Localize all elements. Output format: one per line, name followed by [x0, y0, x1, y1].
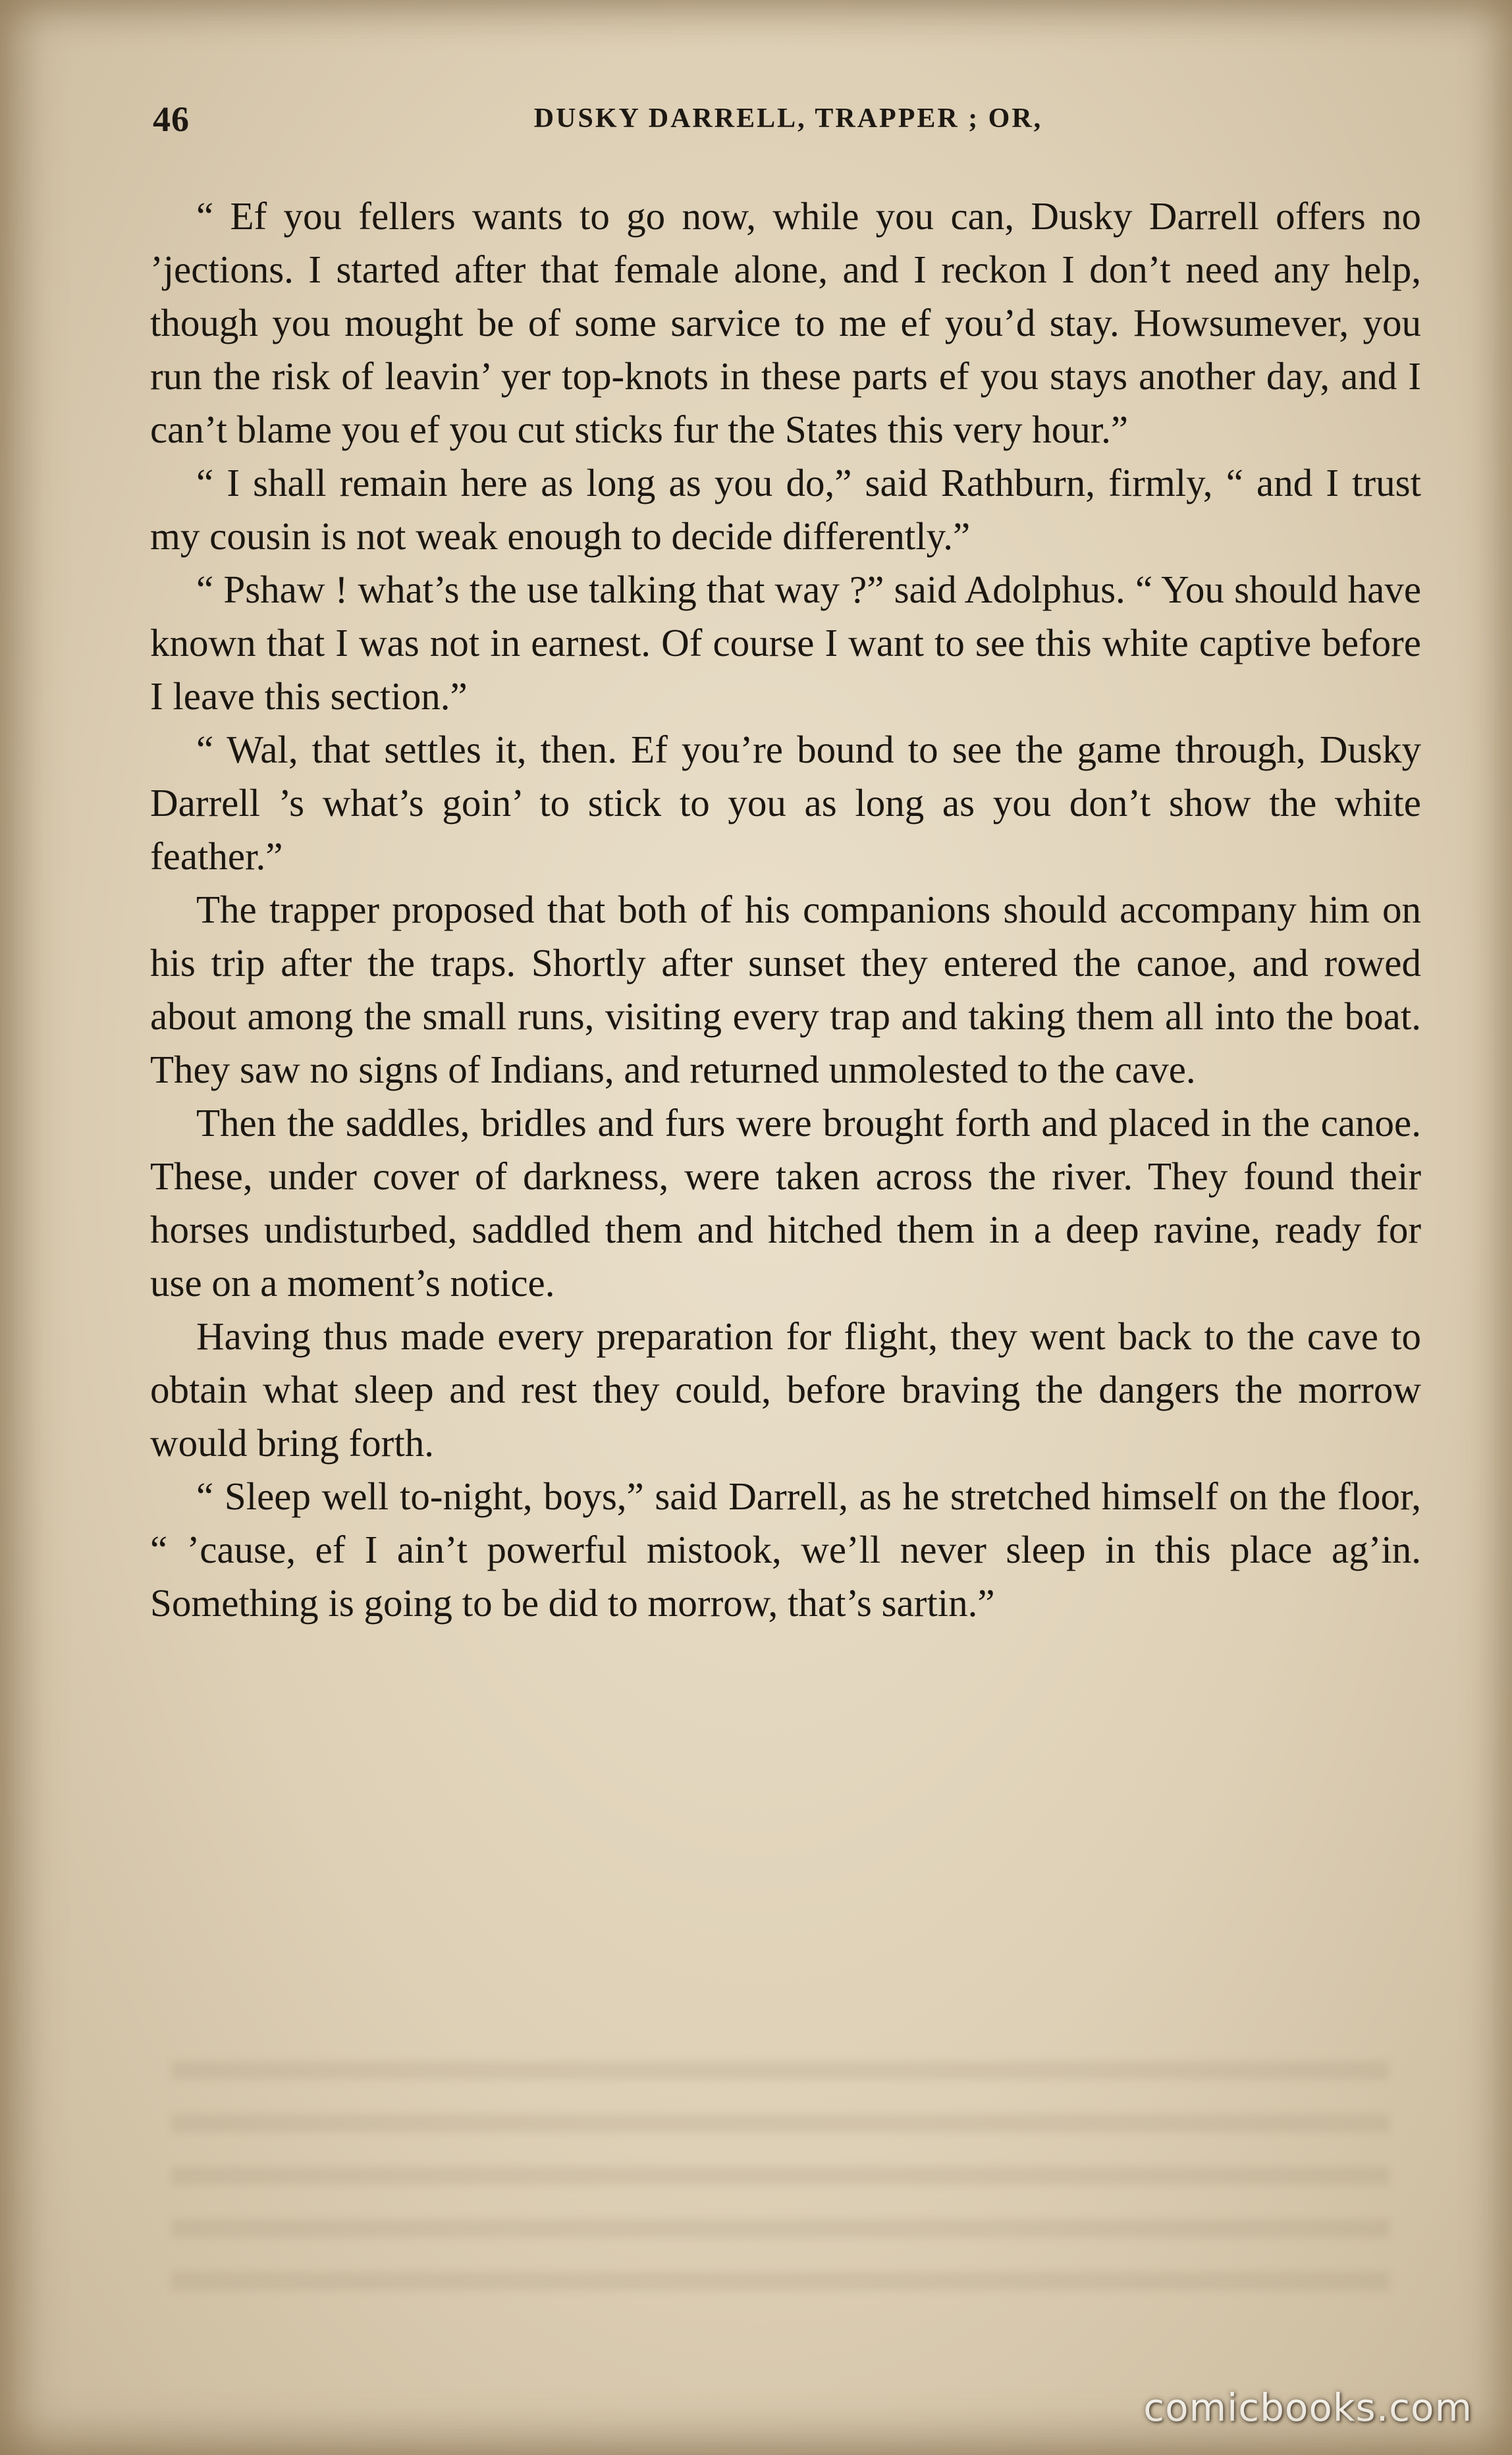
- paragraph: “ Wal, that settles it, then. Ef you’re bound to see the game through, Dusky Darrell ’s what’s goin’ to stick to you as long as you don’t show the white feather.”: [150, 728, 1421, 878]
- show-through-line: [171, 2219, 1390, 2238]
- paragraph: “ Ef you fellers wants to go now, while you can, Dusky Darrell offers no ’jections. I started after that female alone, and I reckon I don’t need any help, though you mought be of some sarvice to me ef you’d stay. Howsumever, you run the risk of leavin’ yer top-knots in these parts ef you stays another day, and I can’t blame you ef you cut sticks fur the States this very hour.”: [150, 194, 1421, 451]
- paragraph: The trapper proposed that both of his companions should accompany him on his trip after the traps. Shortly after sunset they entered the canoe, and rowed about among the small runs, visiting every trap and taking them all into the boat. They saw no signs of Indians, and returned unmolested to the cave.: [150, 888, 1421, 1091]
- paragraph: Then the saddles, bridles and furs were brought forth and placed in the canoe. These, under cover of darkness, were taken across the river. They found their horses undisturbed, saddled them and hitched them in a deep ravine, ready for use on a moment’s notice.: [150, 1101, 1421, 1305]
- watermark: comicbooks.com: [1143, 2385, 1472, 2430]
- paragraph: “ Pshaw ! what’s the use talking that way ?” said Adolphus. “ You should have known that I was not in earnest. Of course I want to see this white captive before I leave this section.”: [150, 568, 1421, 718]
- body-text: [150, 190, 1421, 1630]
- show-through-line: [171, 2167, 1390, 2185]
- page-header: [153, 99, 1424, 151]
- show-through-line: [171, 2272, 1390, 2290]
- running-head: DUSKY DARRELL, TRAPPER ; OR,: [533, 103, 1043, 134]
- page-number: 46: [153, 99, 190, 139]
- paragraph: “ I shall remain here as long as you do,” said Rathburn, firmly, “ and I trust my cousin is not weak enough to decide differently.”: [150, 461, 1421, 558]
- paragraph: “ Sleep well to-night, boys,” said Darrell, as he stretched himself on the floor, “ ’cause, ef I ain’t powerful mistook, we’ll never sleep in this place ag’in. Something is going to be did to morrow, that’s sartin.”: [150, 1474, 1421, 1625]
- show-through-line: [171, 2114, 1390, 2132]
- paragraph: Having thus made every preparation for flight, they went back to the cave to obtain what sleep and rest they could, before braving the dangers the morrow would bring forth.: [150, 1314, 1421, 1465]
- show-through-line: [171, 2061, 1390, 2080]
